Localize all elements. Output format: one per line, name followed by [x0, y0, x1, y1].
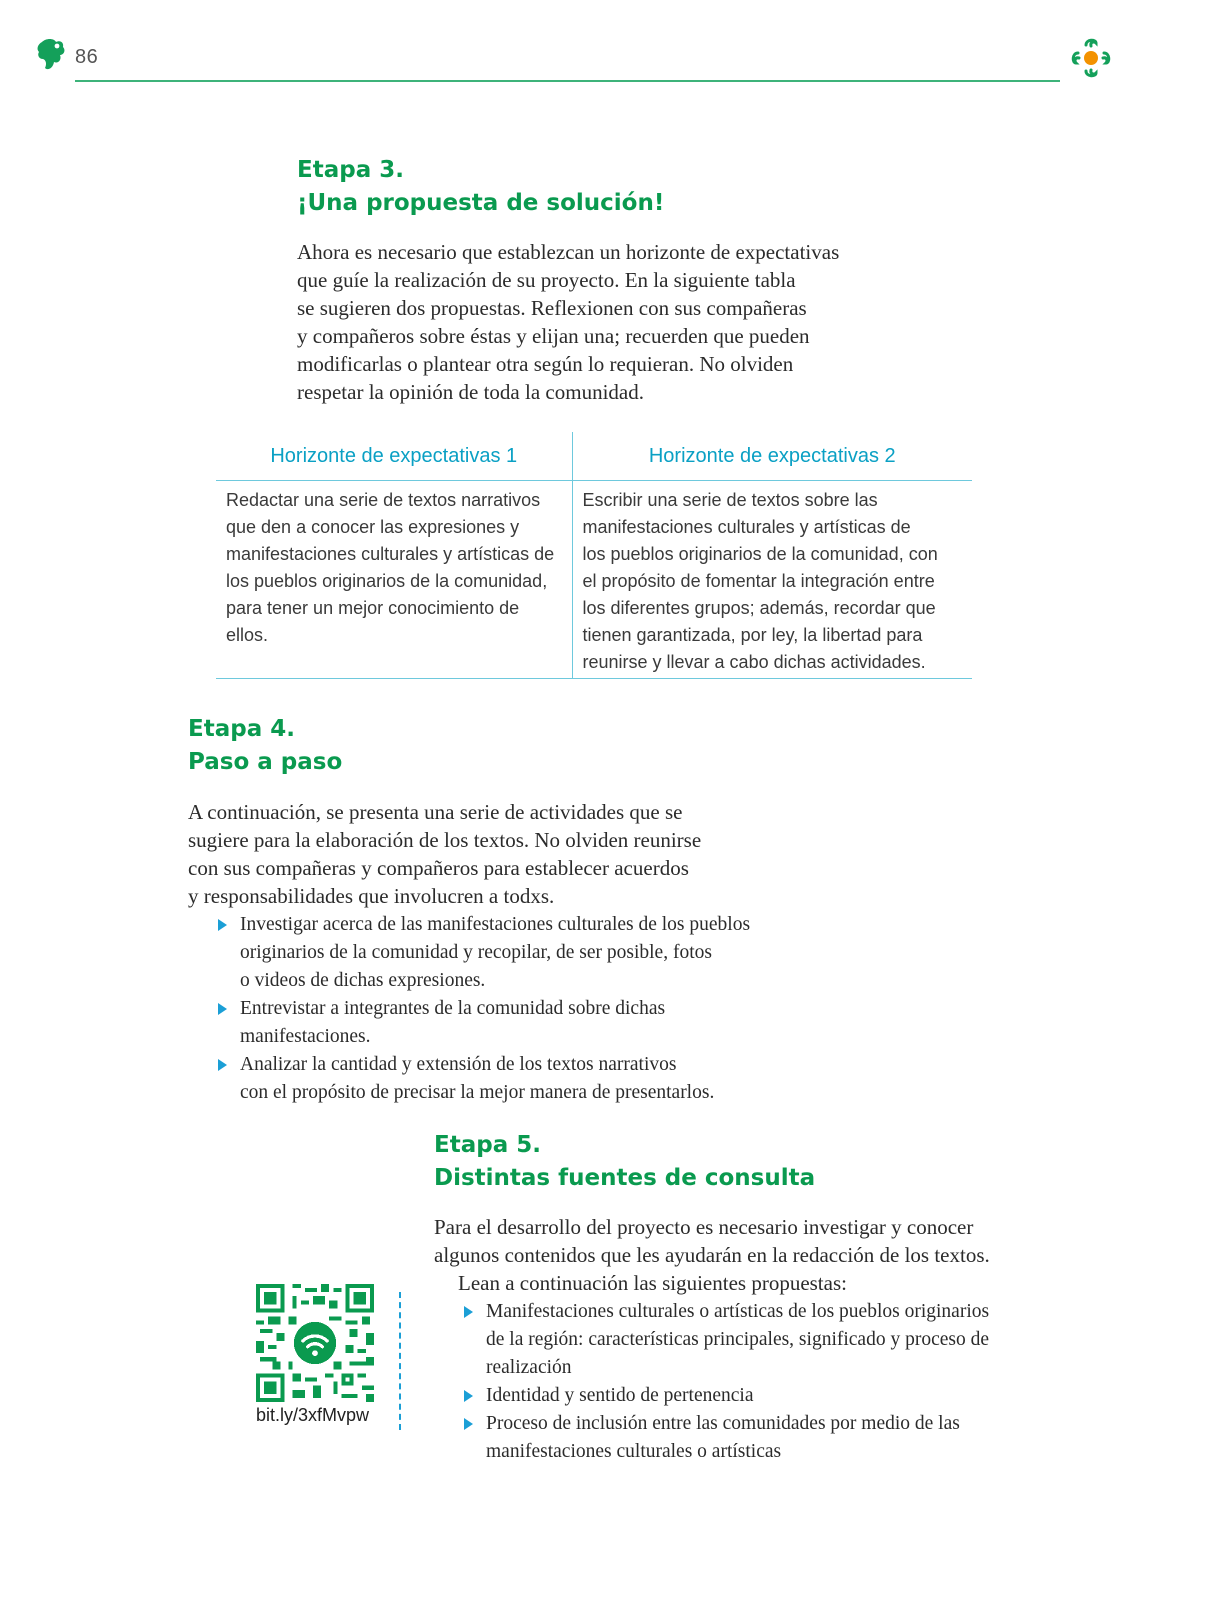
cell-line: los pueblos originarios de la comunidad, con — [582, 544, 938, 564]
cell-line: el propósito de fomentar la integración entre — [582, 571, 935, 591]
text-line: respetar la opinión de toda la comunidad. — [297, 380, 644, 404]
table-header-1: Horizonte de expectativas 1 — [216, 432, 572, 481]
item-line: realización — [486, 1357, 572, 1378]
item-line: con el propósito de precisar la mejor manera de presentarlos. — [240, 1082, 715, 1103]
etapa5-heading — [434, 1129, 815, 1195]
text-line: A continuación, se presenta una serie de actividades que se — [188, 800, 683, 824]
text-line: se sugieren dos propuestas. Reflexionen con sus compañeras — [297, 296, 807, 320]
bullet-triangle-icon — [464, 1418, 473, 1430]
cell-line: los diferentes grupos; además, recordar que — [582, 598, 936, 618]
etapa4-title: Paso a paso — [188, 749, 343, 775]
header-rule — [75, 80, 1060, 82]
list-item — [188, 1051, 828, 1107]
cell-line: Escribir una serie de textos sobre las — [582, 490, 878, 510]
text-line: sugiere para la elaboración de los textos. No olviden reunirse — [188, 828, 702, 852]
cell-line: manifestaciones culturales y artísticas de — [226, 544, 555, 564]
item-line: Analizar la cantidad y extensión de los textos narrativos — [240, 1054, 677, 1075]
qr-code-icon — [256, 1284, 374, 1402]
green-figure-icon — [36, 38, 68, 72]
text-line: Ahora es necesario que establezcan un horizonte de expectativas — [297, 240, 840, 264]
table-cell-2 — [572, 481, 972, 679]
etapa5-list — [434, 1298, 1134, 1466]
cell-line: que den a conocer las expresiones y — [226, 517, 520, 537]
cell-line: reunirse y llevar a cabo dichas actividades. — [582, 652, 926, 672]
item-line: originarios de la comunidad y recopilar, de ser posible, fotos — [240, 942, 712, 963]
text-line: Lean a continuación las siguientes propuestas: — [458, 1271, 847, 1295]
text-line: modificarlas o plantear otra según lo requieran. No olviden — [297, 352, 794, 376]
text-line: y compañeros sobre éstas y elijan una; recuerden que pueden — [297, 324, 810, 348]
etapa4-list — [188, 911, 828, 1107]
text-line: algunos contenidos que les ayudarán en la redacción de los textos. — [434, 1243, 990, 1267]
item-line: Identidad y sentido de pertenencia — [486, 1385, 754, 1406]
etapa3-paragraph — [297, 238, 917, 406]
qr-code[interactable] — [256, 1284, 374, 1407]
item-line: o videos de dichas expresiones. — [240, 970, 486, 991]
item-line: Manifestaciones culturales o artísticas de los pueblos originarios — [486, 1301, 990, 1322]
etapa5-number: Etapa 5. — [434, 1132, 541, 1158]
list-item — [434, 1298, 1134, 1382]
table-cell-1 — [216, 481, 572, 679]
text-line: con sus compañeras y compañeros para establecer acuerdos — [188, 856, 689, 880]
item-line: Entrevistar a integrantes de la comunidad sobre dichas — [240, 998, 666, 1019]
table-header-row — [216, 432, 972, 481]
etapa4-paragraph — [188, 798, 808, 910]
list-item — [434, 1382, 1134, 1410]
etapa5-paragraph — [434, 1213, 1134, 1297]
list-item — [188, 911, 828, 995]
bullet-triangle-icon — [218, 1003, 227, 1015]
table-header-2: Horizonte de expectativas 2 — [572, 432, 972, 481]
item-line: manifestaciones culturales o artísticas — [486, 1441, 782, 1462]
expectations-table — [216, 432, 972, 679]
bullet-triangle-icon — [464, 1390, 473, 1402]
etapa4-heading — [188, 713, 342, 779]
qr-link-label[interactable]: bit.ly/3xfMvpw — [256, 1405, 370, 1425]
list-item — [434, 1410, 1134, 1466]
cell-line: tienen garantizada, por ley, la libertad para — [582, 625, 923, 645]
item-line: Investigar acerca de las manifestaciones culturales de los pueblos — [240, 914, 751, 935]
cell-line: ellos. — [226, 625, 269, 645]
etapa4-number: Etapa 4. — [188, 716, 295, 742]
flower-icon — [1066, 33, 1116, 83]
etapa3-heading — [297, 154, 664, 220]
cell-line: Redactar una serie de textos narrativos — [226, 490, 541, 510]
expectations-table-wrap — [216, 432, 972, 679]
dashed-divider — [399, 1292, 401, 1430]
bullet-triangle-icon — [464, 1306, 473, 1318]
item-line: de la región: características principales, significado y proceso de — [486, 1329, 990, 1350]
etapa5-title: Distintas fuentes de consulta — [434, 1165, 816, 1191]
header-logo-left — [36, 38, 68, 77]
item-line: manifestaciones. — [240, 1026, 371, 1047]
bullet-triangle-icon — [218, 919, 227, 931]
list-item — [188, 995, 828, 1051]
text-line: que guíe la realización de su proyecto. En la siguiente tabla — [297, 268, 796, 292]
bullet-triangle-icon — [218, 1059, 227, 1071]
item-line: Proceso de inclusión entre las comunidades por medio de las — [486, 1413, 960, 1434]
text-line: y responsabilidades que involucren a todxs. — [188, 884, 555, 908]
cell-line: los pueblos originarios de la comunidad, — [226, 571, 548, 591]
text-line: Para el desarrollo del proyecto es necesario investigar y conocer — [434, 1215, 974, 1239]
cell-line: manifestaciones culturales y artísticas de — [582, 517, 911, 537]
cell-line: para tener un mejor conocimiento de — [226, 598, 520, 618]
table-row — [216, 481, 972, 679]
page-number: 86 — [75, 46, 99, 68]
header-logo-right — [1066, 33, 1116, 88]
etapa3-title: ¡Una propuesta de solución! — [297, 190, 665, 216]
etapa3-number: Etapa 3. — [297, 157, 404, 183]
